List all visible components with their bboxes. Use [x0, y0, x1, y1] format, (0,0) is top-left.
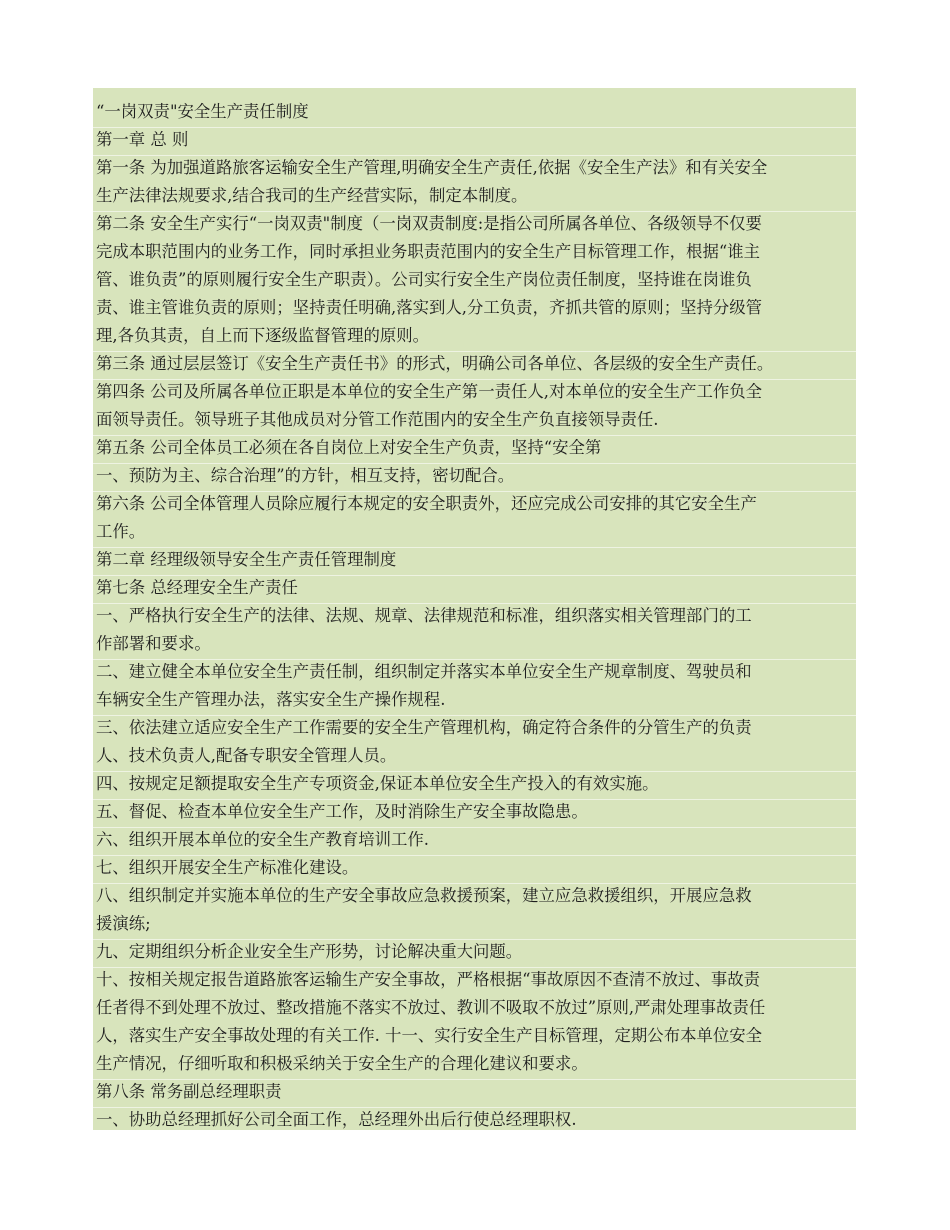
- text-line: 生产情况，仔细听取和积极采纳关于安全生产的合理化建议和要求。: [96, 1054, 588, 1073]
- text-line: 管、谁负责”的原则履行安全生产职责）。公司实行安全生产岗位责任制度，坚持谁在岗谁负: [96, 270, 752, 289]
- text-line: 九、定期组织分析企业安全生产形势，讨论解决重大问题。: [96, 942, 523, 961]
- text-line: 一、预防为主、综合治理”的方针，相互支持，密切配合。: [96, 466, 515, 485]
- text-line: 八、组织制定并实施本单位的生产安全事故应急救援预案，建立应急救援组织，开展应急救: [96, 886, 752, 905]
- text-line: “一岗双责"安全生产责任制度: [96, 102, 309, 121]
- text-line: 第四条 公司及所属各单位正职是本单位的安全生产第一责任人,对本单位的安全生产工作负全: [96, 382, 763, 401]
- text-line: 五、督促、检查本单位安全生产工作，及时消除生产安全事故隐患。: [96, 802, 588, 821]
- text-line: 作部署和要求。: [96, 634, 211, 653]
- text-line: 面领导责任。领导班子其他成员对分管工作范围内的安全生产负直接领导责任.: [96, 410, 659, 429]
- text-line: 六、组织开展本单位的安全生产教育培训工作.: [96, 830, 430, 849]
- text-line: 第八条 常务副总经理职责: [96, 1082, 282, 1101]
- text-line: 一、严格执行安全生产的法律、法规、规章、法律规范和标准，组织落实相关管理部门的工: [96, 606, 752, 625]
- text-line: 车辆安全生产管理办法，落实安全生产操作规程.: [96, 690, 446, 709]
- text-line: 三、依法建立适应安全生产工作需要的安全生产管理机构，确定符合条件的分管生产的负责: [96, 718, 752, 737]
- text-line: 理,各负其责，自上而下逐级监督管理的原则。: [96, 326, 430, 345]
- text-line: 人，落实生产安全事故处理的有关工作. 十一、实行安全生产目标管理，定期公布本单位安全: [96, 1026, 763, 1045]
- text-line: 第一条 为加强道路旅客运输安全生产管理,明确安全生产责任,依据《安全生产法》和有关安全: [96, 158, 768, 177]
- text-line: 援演练;: [96, 914, 151, 933]
- document-page: [93, 88, 856, 1130]
- text-line: 人、技术负责人,配备专职安全管理人员。: [96, 746, 397, 765]
- text-line: 第三条 通过层层签订《安全生产责任书》的形式，明确公司各单位、各层级的安全生产责任。: [96, 354, 774, 373]
- text-line: 生产法律法规要求,结合我司的生产经营实际，制定本制度。: [96, 186, 528, 205]
- text-line: 工作。: [96, 522, 146, 541]
- text-line: 完成本职范围内的业务工作，同时承担业务职责范围内的安全生产目标管理工作，根据“谁主: [96, 242, 761, 261]
- text-line: 责、谁主管谁负责的原则；坚持责任明确,落实到人,分工负责，齐抓共管的原则；坚持分级管: [96, 298, 763, 317]
- text-line: 第二条 安全生产实行“一岗双责"制度（一岗双责制度:是指公司所属各单位、各级领导不仅要: [96, 214, 762, 233]
- text-line: 第七条 总经理安全生产责任: [96, 578, 298, 597]
- text-line: 任者得不到处理不放过、整改措施不落实不放过、教训不吸取不放过”原则,严肃处理事故责任: [96, 998, 766, 1017]
- text-line: 七、组织开展安全生产标准化建设。: [96, 858, 359, 877]
- text-line: 第二章 经理级领导安全生产责任管理制度: [96, 550, 397, 569]
- text-line: 二、建立健全本单位安全生产责任制，组织制定并落实本单位安全生产规章制度、驾驶员和: [96, 662, 752, 681]
- text-line: 一、协助总经理抓好公司全面工作，总经理外出后行使总经理职权.: [96, 1110, 577, 1129]
- text-line: 十、按相关规定报告道路旅客运输生产安全事故，严格根据“事故原因不查清不放过、事故责: [96, 970, 761, 989]
- text-line: 第一章 总 则: [96, 130, 189, 149]
- text-line: 四、按规定足额提取安全生产专项资金,保证本单位安全生产投入的有效实施。: [96, 774, 659, 793]
- text-line: 第五条 公司全体员工必须在各自岗位上对安全生产负责，坚持“安全第: [96, 438, 602, 457]
- text-line: 第六条 公司全体管理人员除应履行本规定的安全职责外，还应完成公司安排的其它安全生产: [96, 494, 757, 513]
